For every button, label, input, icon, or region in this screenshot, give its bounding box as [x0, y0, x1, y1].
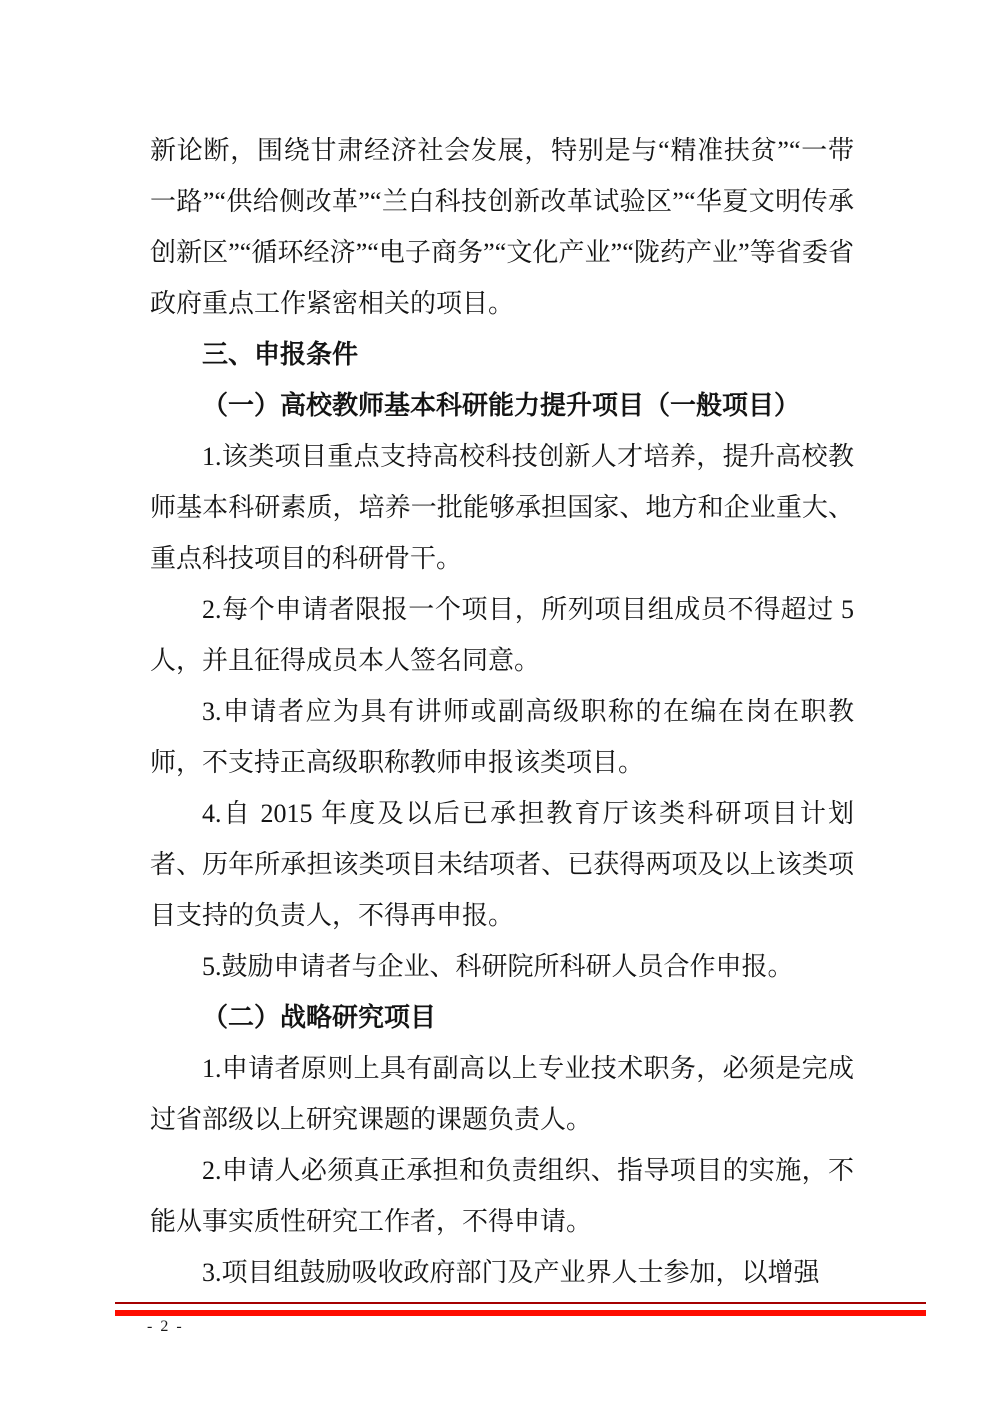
document-body: [150, 125, 854, 1298]
body-paragraph-continuation: 新论断，围绕甘肃经济社会发展，特别是与“精准扶贫”“一带一路”“供给侧改革”“兰白科技创新改革试验区”“华夏文明传承创新区”“循环经济”“电子商务”“文化产业”“陇药产业”等省委省政府重点工作紧密相关的项目。: [150, 136, 854, 318]
condition-strategic-2: 2.申请人必须真正承担和负责组织、指导项目的实施，不能从事实质性研究工作者，不得申请。: [150, 1156, 854, 1236]
footer-rule-thin: [115, 1302, 926, 1304]
condition-strategic-3: 3.项目组鼓励吸收政府部门及产业界人士参加，以增强: [202, 1258, 820, 1287]
condition-general-3: 3.申请者应为具有讲师或副高级职称的在编在岗在职教师，不支持正高级职称教师申报该类项目。: [150, 697, 854, 777]
condition-general-1: 1.该类项目重点支持高校科技创新人才培养，提升高校教师基本科研素质，培养一批能够承担国家、地方和企业重大、重点科技项目的科研骨干。: [150, 442, 854, 573]
footer-rule-thick: [115, 1310, 926, 1316]
page-number: - 2 -: [147, 1318, 184, 1335]
condition-general-5: 5.鼓励申请者与企业、科研院所科研人员合作申报。: [202, 952, 794, 981]
heading-application-conditions: 三、申报条件: [202, 339, 359, 369]
condition-general-2: 2.每个申请者限报一个项目，所列项目组成员不得超过 5 人，并且征得成员本人签名同意。: [150, 595, 854, 675]
subheading-strategic-research-projects: （二）战略研究项目: [202, 1002, 437, 1032]
condition-general-4: 4.自 2015 年度及以后已承担教育厅该类科研项目计划者、历年所承担该类项目未结项者、已获得两项及以上该类项目支持的负责人，不得再申报。: [150, 799, 854, 930]
condition-strategic-1: 1.申请者原则上具有副高以上专业技术职务，必须是完成过省部级以上研究课题的课题负责人。: [150, 1054, 854, 1134]
subheading-general-projects: （一）高校教师基本科研能力提升项目（一般项目）: [202, 390, 801, 420]
